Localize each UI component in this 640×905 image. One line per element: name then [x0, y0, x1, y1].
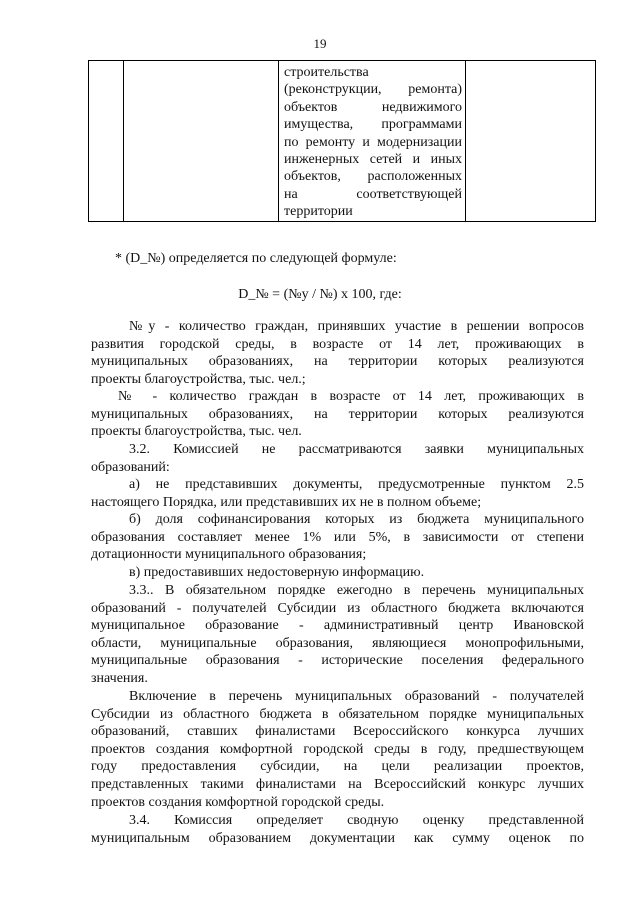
text-line: проекты благоустройства, тыс. чел.;: [91, 371, 306, 387]
text-line: б) доля софинансирования которых из бюджета муниципального: [129, 512, 584, 527]
continued-table: [88, 60, 596, 222]
text-line: представленных такими финалистами на Всероссийский конкурс лучших: [91, 776, 584, 792]
text-line: проекты благоустройства, тыс. чел.: [91, 424, 302, 440]
table-cell-empty-4: [466, 61, 596, 222]
cell-line: строительства: [284, 65, 369, 80]
text-line: муниципальное образование - административный центр Ивановской: [91, 618, 584, 634]
text-line: 3.2. Комиссией не рассматриваются заявки муниципальных: [129, 442, 584, 457]
cell-line: территории: [284, 204, 353, 220]
table-cell-empty-1: [89, 61, 124, 222]
cell-line: объектов недвижимого: [284, 99, 462, 115]
text-line: муниципальных образованиях, на территории которых реализуются: [91, 406, 584, 422]
text-line: дотационности муниципального образования;: [91, 547, 367, 563]
text-line: году предоставления субсидии, на цели реализации проектов,: [91, 759, 584, 775]
cell-line: объектов, расположенных: [284, 169, 462, 185]
table-cell-description: [279, 61, 466, 222]
formula: D_№ = (№у / №) х 100, где:: [238, 287, 402, 302]
text-line: образования составляет менее 1% или 5%, в зависимости от степени: [91, 529, 584, 545]
text-line: значения.: [91, 670, 148, 686]
text-line: образований, ставших финалистами Всероссийского конкурса лучших: [91, 724, 584, 740]
text-line: Включение в перечень муниципальных образований - получателей: [129, 689, 584, 704]
text-line: 3.4. Комиссия определяет сводную оценку представленной: [129, 813, 584, 828]
cell-line: имущества, программами: [284, 117, 462, 133]
cell-line: на соответствующей: [284, 186, 462, 202]
paragraph-ny-definition: [91, 318, 584, 388]
text-line: а) не представивших документы, предусмотренные пунктом 2.5: [129, 477, 584, 492]
text-line: образований:: [91, 459, 170, 475]
text-line: развития городской среды, в возрасте от 14 лет, проживающих в: [91, 336, 584, 352]
text-line: Субсидии из областного бюджета в обязательном порядке муниципальных: [91, 706, 584, 722]
text-line: муниципальные образования - исторические поселения федерального: [91, 653, 584, 669]
paragraph-inclusion: [91, 688, 584, 811]
table-row: [89, 61, 596, 222]
text-line: № - количество граждан в возрасте от 14 лет, проживающих в: [118, 389, 584, 404]
page-number: 19: [313, 36, 327, 51]
cell-line: инженерных сетей и иных: [284, 152, 462, 168]
cell-line: по ремонту и модернизации: [284, 134, 462, 150]
cell-line: (реконструкции, ремонта): [284, 82, 462, 98]
paragraph-item-v: [91, 564, 584, 582]
text-line: образований - получателей Субсидии из областного бюджета включаются: [91, 600, 584, 616]
text-line: проектов создания комфортной городской среды в году, предшествующем: [91, 741, 584, 757]
paragraph-item-b: [91, 511, 584, 564]
text-line: области, муниципальные образования, являющиеся монопрофильными,: [91, 635, 584, 651]
table-cell-empty-2: [124, 61, 279, 222]
paragraph-3-3: [91, 582, 584, 688]
text-line: проектов создания комфортной городской среды.: [91, 794, 385, 810]
text-line: муниципальным образованием документации как сумму оценок по: [91, 830, 584, 846]
paragraph-n-definition: [91, 388, 584, 441]
text-line: муниципальных образованиях, на территории которых реализуются: [91, 354, 584, 370]
paragraph-3-2: [91, 441, 584, 476]
text-line: 3.3.. В обязательном порядке ежегодно в перечень муниципальных: [129, 583, 584, 598]
paragraph-item-a: [91, 476, 584, 511]
formula-intro: * (D_№) определяется по следующей формуле:: [115, 251, 397, 266]
paragraph-3-4: [91, 812, 584, 847]
text-line: №у - количество граждан, принявших участие в решении вопросов: [129, 319, 584, 334]
text-line: в) предоставивших недостоверную информацию.: [129, 565, 425, 580]
text-line: настоящего Порядка, или представивших их не в полном объеме;: [91, 494, 482, 510]
